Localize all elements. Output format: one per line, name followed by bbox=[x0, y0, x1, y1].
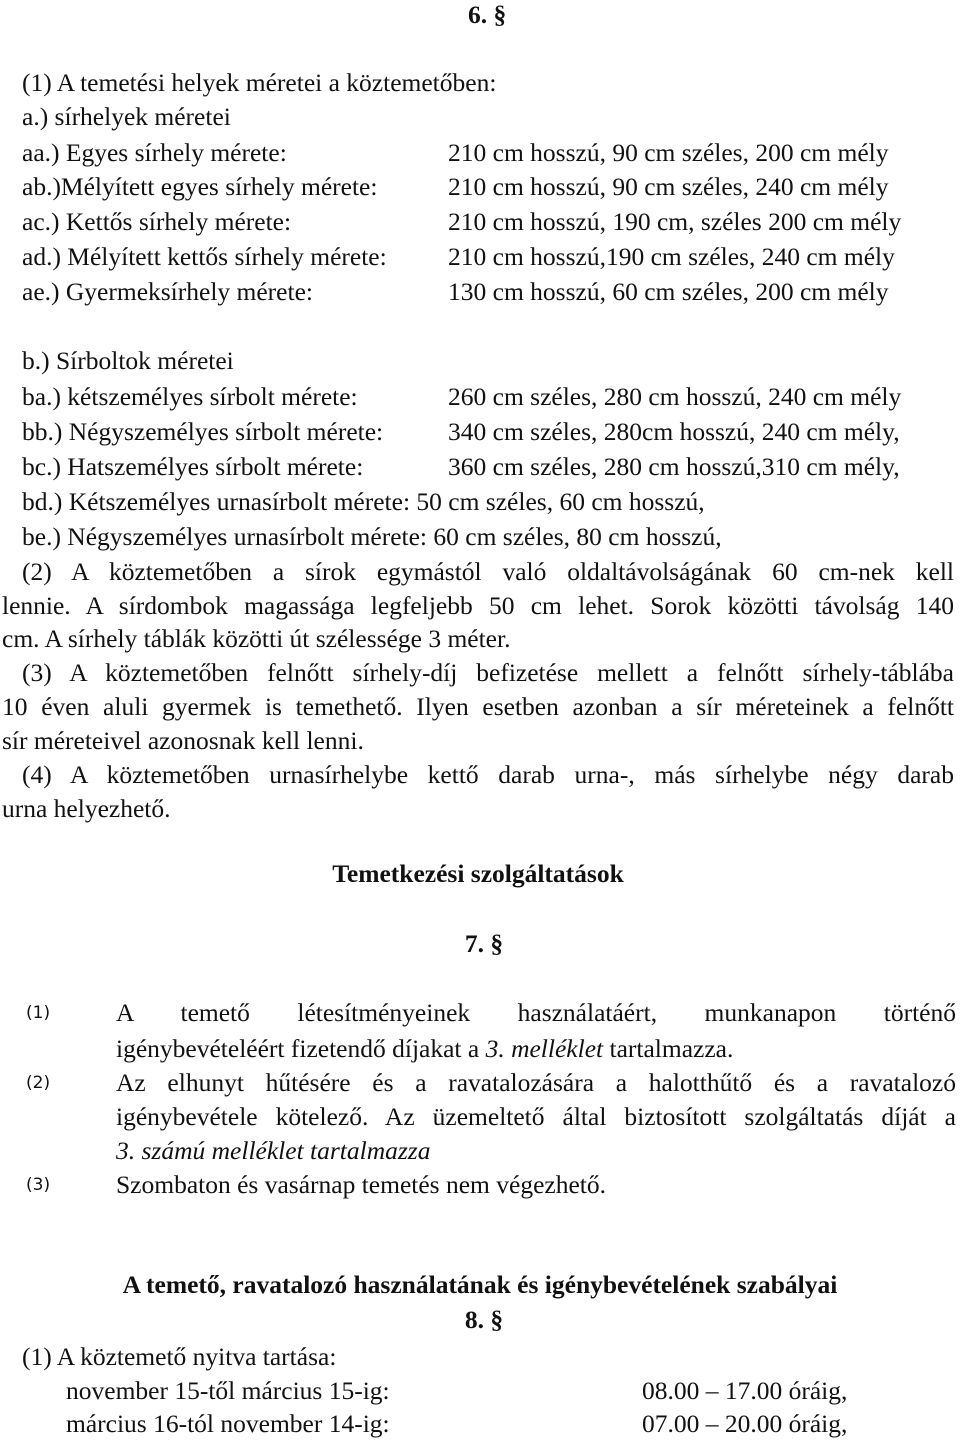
vault-label: bc.) Hatszemélyes sírbolt mérete: bbox=[22, 452, 364, 481]
item-number: (3) bbox=[26, 1175, 51, 1195]
annex-reference: 3. melléklet bbox=[485, 1034, 604, 1063]
annex-reference: 3. számú melléklet tartalmazza bbox=[116, 1136, 431, 1165]
urn-vault-2-line: bd.) Kétszemélyes urnasírbolt mérete: 50 cm széles, 60 cm hosszú, bbox=[22, 487, 705, 516]
section-8-number: 8. § bbox=[464, 1305, 504, 1334]
item-line: Szombaton és vasárnap temetés nem végezhető. bbox=[116, 1170, 606, 1199]
grave-label: ac.) Kettős sírhely mérete: bbox=[22, 207, 292, 236]
section-7-number: 7. § bbox=[464, 929, 504, 958]
vault-label: ba.) kétszemélyes sírbolt mérete: bbox=[22, 382, 358, 411]
grave-value: 210 cm hosszú, 90 cm széles, 240 cm mély bbox=[448, 172, 889, 201]
urn-vault-4-line: be.) Négyszemélyes urnasírbolt mérete: 60 cm széles, 80 cm hosszú, bbox=[22, 522, 722, 551]
paragraph-line: (2) A köztemetőben a sírok egymástól való oldaltávolságának 60 cm-nek kell bbox=[22, 557, 954, 586]
item-line: A temető létesítményeinek használatáért, munkanapon történő bbox=[116, 998, 956, 1027]
item-line: igénybevétele kötelező. Az üzemeltető által biztosított szolgáltatás díját a bbox=[116, 1102, 956, 1131]
paragraph-line: cm. A sírhely táblák közötti út szélessége 3 méter. bbox=[2, 624, 511, 653]
paragraph-line: lennie. A sírdombok magassága legfeljebb 50 cm lehet. Sorok közötti távolság 140 bbox=[2, 591, 954, 620]
section-6-number: 6. § bbox=[468, 0, 507, 29]
hours-period: november 15-től március 15-ig: bbox=[66, 1376, 390, 1405]
hours-time: 07.00 – 20.00 óráig, bbox=[642, 1409, 848, 1438]
item-line bbox=[116, 1032, 956, 1066]
hours-time: 08.00 – 17.00 óráig, bbox=[642, 1376, 848, 1405]
vault-label: bb.) Négyszemélyes sírbolt mérete: bbox=[22, 417, 384, 446]
subheading-grave-sizes: a.) sírhelyek méretei bbox=[22, 102, 231, 131]
paragraph-line: urna helyezhető. bbox=[2, 794, 171, 823]
item-number: (1) bbox=[26, 1003, 51, 1023]
paragraph-line: sír méreteivel azonosnak kell lenni. bbox=[2, 726, 364, 755]
section-8-heading: A temető, ravatalozó használatának és igénybevételének szabályai bbox=[122, 1270, 838, 1299]
paragraph-line: 10 éven aluli gyermek is temethető. Ilyen esetben azonban a sír méreteinek a felnőtt bbox=[2, 692, 954, 721]
grave-value: 210 cm hosszú,190 cm széles, 240 cm mély bbox=[448, 242, 895, 271]
grave-value: 210 cm hosszú, 190 cm, széles 200 cm mély bbox=[448, 207, 902, 236]
paragraph-line: (3) A köztemetőben felnőtt sírhely-díj befizetése mellett a felnőtt sírhely-táblába bbox=[22, 658, 954, 687]
paragraph-1-intro: (1) A temetési helyek méretei a köztemetőben: bbox=[22, 68, 497, 97]
paragraph-1-intro: (1) A köztemető nyitva tartása: bbox=[22, 1342, 337, 1371]
hours-period: március 16-tól november 14-ig: bbox=[66, 1409, 390, 1438]
paragraph-line: (4) A köztemetőben urnasírhelybe kettő darab urna-, más sírhelybe négy darab bbox=[22, 760, 954, 789]
item-line: Az elhunyt hűtésére és a ravatalozására a halotthűtő és a ravatalozó bbox=[116, 1068, 956, 1097]
item-line bbox=[116, 1134, 956, 1168]
item-number: (2) bbox=[26, 1073, 51, 1093]
grave-label: ad.) Mélyített kettős sírhely mérete: bbox=[22, 242, 387, 271]
grave-value: 210 cm hosszú, 90 cm széles, 200 cm mély bbox=[448, 138, 889, 167]
grave-label: ab.)Mélyített egyes sírhely mérete: bbox=[22, 172, 378, 201]
grave-value: 130 cm hosszú, 60 cm széles, 200 cm mély bbox=[448, 277, 889, 306]
vault-value: 360 cm széles, 280 cm hosszú,310 cm mély, bbox=[448, 452, 900, 481]
subheading-vault-sizes: b.) Sírboltok méretei bbox=[22, 346, 234, 375]
grave-label: ae.) Gyermeksírhely mérete: bbox=[22, 277, 313, 306]
item-text: tartalmazza. bbox=[603, 1034, 734, 1063]
vault-value: 260 cm széles, 280 cm hosszú, 240 cm mély bbox=[448, 382, 902, 411]
vault-value: 340 cm széles, 280cm hosszú, 240 cm mély, bbox=[448, 417, 900, 446]
section-7-heading: Temetkezési szolgáltatások bbox=[332, 859, 624, 888]
grave-label: aa.) Egyes sírhely mérete: bbox=[22, 138, 287, 167]
item-text: igénybevételéért fizetendő díjakat a bbox=[116, 1034, 486, 1063]
